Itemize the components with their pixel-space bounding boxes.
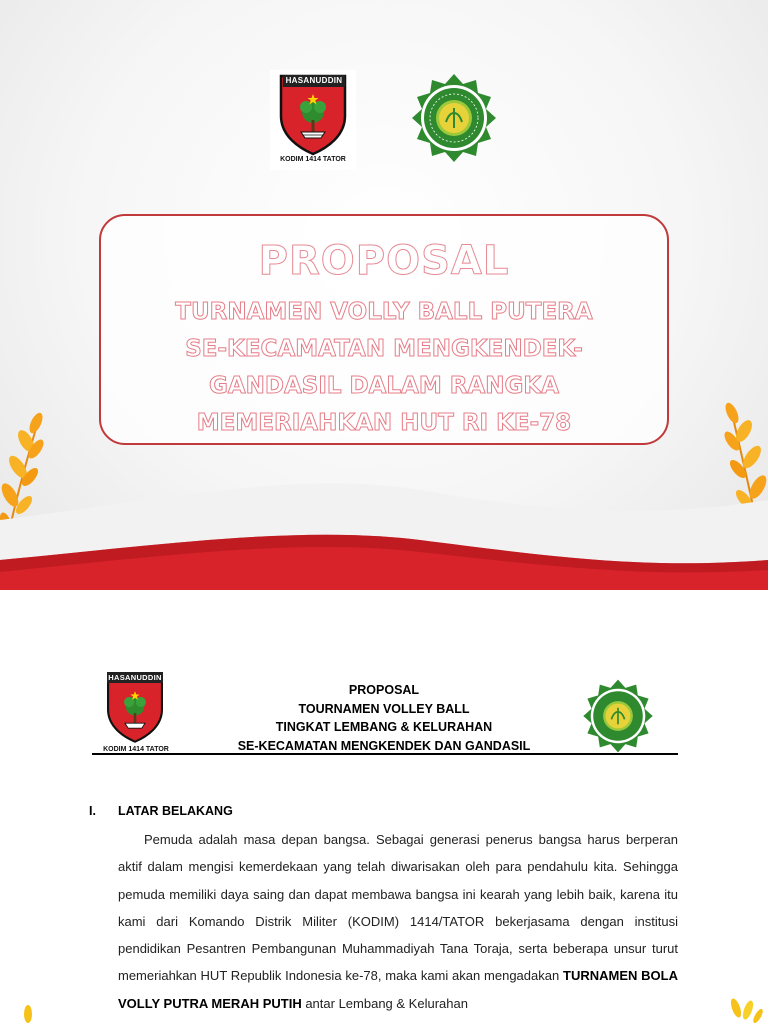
- title-box: [99, 214, 669, 445]
- header-line: PROPOSAL: [348, 683, 420, 697]
- seal-icon: [408, 72, 500, 164]
- logo-banner: HASANUDDIN: [108, 673, 162, 682]
- body-paragraph: [118, 826, 678, 1017]
- seal-icon: [580, 678, 656, 754]
- logo-caption: KODIM 1414 TATOR: [280, 156, 346, 163]
- wheat-sprig-icon: [20, 1002, 36, 1024]
- subtitle-line: SE-KECAMATAN MENGKENDEK-: [185, 336, 583, 362]
- logo-caption: KODIM 1414 TATOR: [103, 746, 169, 753]
- logo-banner: HASANUDDIN: [283, 75, 345, 87]
- header-line: TOURNAMEN VOLLEY BALL: [298, 701, 470, 716]
- content-page: [0, 590, 768, 1024]
- header-rule: [92, 753, 678, 755]
- document-header: [200, 681, 568, 755]
- paragraph-bold: TURNAMEN BOLA VOLLY PUTRA MERAH PUTIH: [118, 968, 678, 1011]
- header-line: SE-KECAMATAN MENGKENDEK DAN GANDASIL: [237, 738, 531, 753]
- kodim-logo-small: [93, 668, 178, 758]
- section-title: LATAR BELAKANG: [118, 804, 233, 818]
- flag-wave-icon: [0, 460, 768, 590]
- kodim-logo: [270, 70, 356, 170]
- wheat-sprig-icon: [718, 990, 766, 1024]
- section-number: I.: [89, 804, 96, 818]
- cover-title: PROPOSAL: [258, 238, 510, 284]
- paragraph-text: Pemuda adalah masa depan bangsa. Sebagai generasi penerus bangsa harus berperan aktif dalam mengisi kemerdekaan yang telah diwarisakan oleh para pendahulu kita. Sehingga pemuda memiliki daya saing dan dapat membawa bangsa ini kearah yang lebih baik, karena itu kami dari Komando Distrik Militer (KODIM) 1414/TATOR bekerjasama dengan institusi pendidikan Pesantren Pembangunan Muhammadiyah Tana Toraja, serta beberapa unsur turut memeriahkan HUT Republik Indonesia ke-78, maka kami akan mengadakan: [118, 832, 678, 984]
- subtitle-line: TURNAMEN VOLLY BALL PUTERA: [175, 299, 593, 325]
- header-line: TINGKAT LEMBANG & KELURAHAN: [275, 720, 493, 734]
- cover-subtitle: [101, 294, 667, 442]
- subtitle-line: MEMERIAHKAN HUT RI KE-78: [196, 410, 572, 436]
- paragraph-text-end: antar Lembang & Kelurahan: [305, 995, 468, 1011]
- subtitle-line: GANDASIL DALAM RANGKA: [208, 373, 560, 399]
